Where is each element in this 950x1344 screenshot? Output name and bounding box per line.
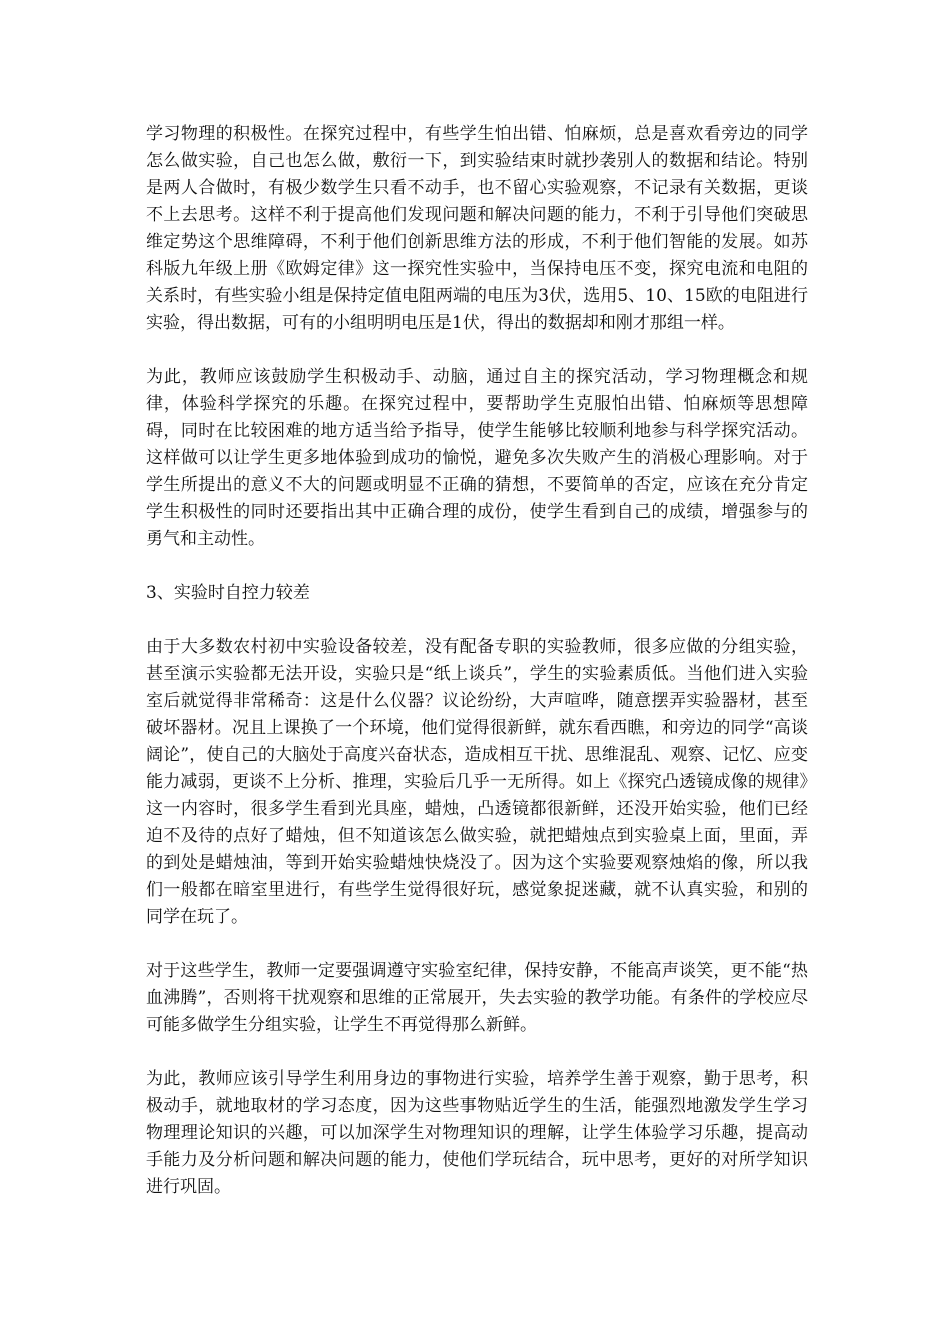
paragraph-2: 为此，教师应该鼓励学生积极动手、动脑，通过自主的探究活动，学习物理概念和规律，体验科学探究的乐趣。在探究过程中，要帮助学生克服怕出错、怕麻烦等思想障碍，同时在比较困难的地方适当给予指导，使学生能够比较顺利地参与科学探究活动。这样做可以让学生更多地体验到成功的愉悦，避免多次失败产生的消极心理影响。对于学生所提出的意义不大的问题或明显不正确的猜想，不要简单的否定，应该在充分肯定学生积极性的同时还要指出其中正确合理的成份，使学生看到自己的成绩，增强参与的勇气和主动性。 <box>146 367 808 549</box>
paragraph-1: 学习物理的积极性。在探究过程中，有些学生怕出错、怕麻烦，总是喜欢看旁边的同学怎么做实验，自己也怎么做，敷衍一下，到实验结束时就抄袭别人的数据和结论。特别是两人合做时，有极少数学生只看不动手，也不留心实验观察，不记录有关数据，更谈不上去思考。这样不利于提高他们发现问题和解决问题的能力，不利于引导他们突破思维定势这个思维障碍，不利于他们创新思维方法的形成，不利于他们智能的发展。如苏科版九年级上册《欧姆定律》这一探究性实验中，当保持电压不变，探究电流和电阻的关系时，有些实验小组是保持定值电阻两端的电压为3伏，选用5、10、15欧的电阻进行实验，得出数据，可有的小组明明电压是1伏，得出的数据却和刚才那组一样。 <box>146 124 808 333</box>
document-body <box>146 121 808 1228</box>
paragraph-3: 由于大多数农村初中实验设备较差，没有配备专职的实验教师，很多应做的分组实验，甚至演示实验都无法开设，实验只是“纸上谈兵”，学生的实验素质低。当他们进入实验室后就觉得非常稀奇：这是什么仪器？议论纷纷，大声喧哗，随意摆弄实验器材，甚至破坏器材。况且上课换了一个环境，他们觉得很新鲜，就东看西瞧，和旁边的同学“高谈阔论”，使自己的大脑处于高度兴奋状态，造成相互干扰、思维混乱、观察、记忆、应变能力减弱，更谈不上分析、推理，实验后几乎一无所得。如上《探究凸透镜成像的规律》这一内容时，很多学生看到光具座，蜡烛，凸透镜都很新鲜，还没开始实验，他们已经迫不及待的点好了蜡烛，但不知道该怎么做实验，就把蜡烛点到实验桌上面，里面，弄的到处是蜡烛油，等到开始实验蜡烛快烧没了。因为这个实验要观察烛焰的像，所以我们一般都在暗室里进行，有些学生觉得很好玩，感觉象捉迷藏，就不认真实验，和别的同学在玩了。 <box>146 637 808 927</box>
paragraph-5: 为此，教师应该引导学生利用身边的事物进行实验，培养学生善于观察，勤于思考，积极动手，就地取材的学习态度，因为这些事物贴近学生的生活，能强烈地激发学生学习物理理论知识的兴趣，可以加深学生对物理知识的理解，让学生体验学习乐趣，提高动手能力及分析问题和解决问题的能力，使他们学玩结合，玩中思考，更好的对所学知识进行巩固。 <box>146 1069 808 1197</box>
paragraph-4: 对于这些学生，教师一定要强调遵守实验室纪律，保持安静，不能高声谈笑，更不能“热血沸腾”，否则将干扰观察和思维的正常展开，失去实验的教学功能。有条件的学校应尽可能多做学生分组实验，让学生不再觉得那么新鲜。 <box>146 961 808 1035</box>
section-heading: 3、实验时自控力较差 <box>146 583 310 603</box>
